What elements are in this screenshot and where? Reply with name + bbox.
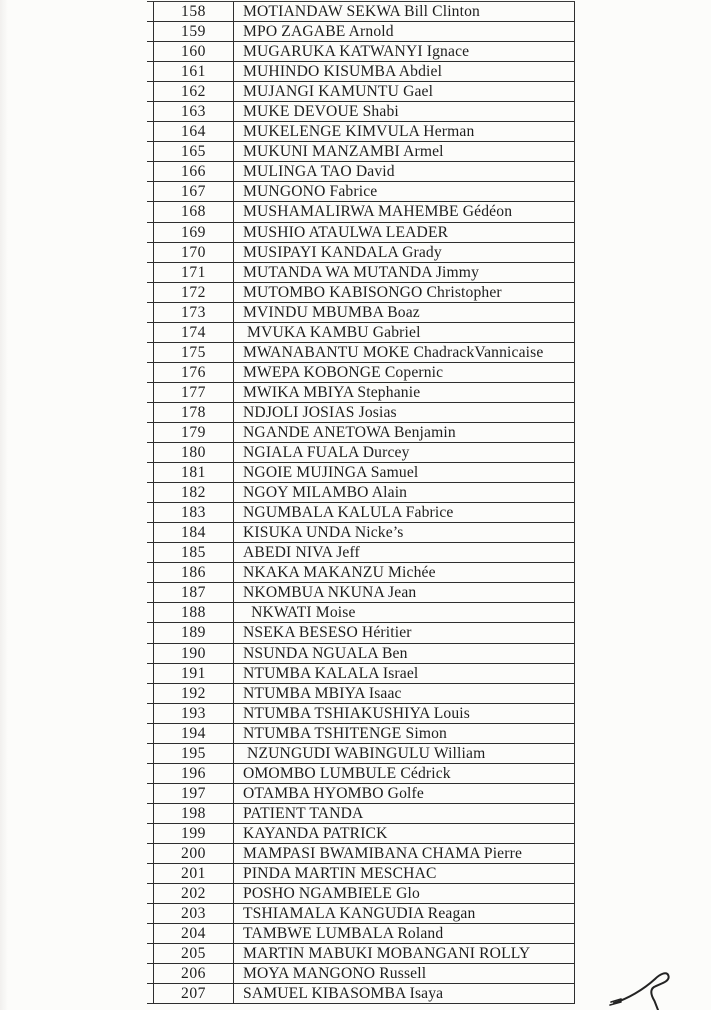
row-name: NTUMBA MBIYA Isaac [234,684,575,703]
row-name: SAMUEL KIBASOMBA Isaya [234,984,575,1003]
row-number: 204 [153,924,234,943]
table-row [147,583,575,603]
table-row [147,664,575,684]
row-name: NGANDE ANETOWA Benjamin [234,423,575,442]
row-name: MWEPA KOBONGE Copernic [234,363,575,382]
table-row [147,22,575,42]
row-number: 199 [153,824,234,843]
row-name: PINDA MARTIN MESCHAC [234,864,575,883]
table-row [147,644,575,664]
table-row [147,162,575,182]
row-number: 200 [153,844,234,863]
row-name: NSEKA BESESO Héritier [234,623,575,642]
row-name: MULINGA TAO David [234,162,575,181]
row-name: MUKE DEVOUE Shabi [234,102,575,121]
table-row [147,623,575,643]
row-number: 169 [153,223,234,242]
table-row [147,884,575,904]
row-name: NGUMBALA KALULA Fabrice [234,503,575,522]
table-row [147,383,575,403]
row-number: 163 [153,102,234,121]
row-name: NGOIE MUJINGA Samuel [234,463,575,482]
row-name: NGOY MILAMBO Alain [234,483,575,502]
row-number: 193 [153,704,234,723]
table-row [147,824,575,844]
table-row [147,684,575,704]
row-number: 161 [153,62,234,81]
row-name: MUHINDO KISUMBA Abdiel [234,62,575,81]
row-name: NSUNDA NGUALA Ben [234,644,575,663]
table-row [147,82,575,102]
row-number: 172 [153,283,234,302]
row-name: MUTOMBO KABISONGO Christopher [234,283,575,302]
table-row [147,704,575,724]
row-name: MUSIPAYI KANDALA Grady [234,243,575,262]
row-name: ABEDI NIVA Jeff [234,543,575,562]
row-name: MWANABANTU MOKE ChadrackVannicaise [234,343,575,362]
table-row [147,463,575,483]
row-number: 186 [153,563,234,582]
row-number: 177 [153,383,234,402]
row-name: MUGARUKA KATWANYI Ignace [234,42,575,61]
table-row [147,62,575,82]
table-row [147,764,575,784]
row-name: MPO ZAGABE Arnold [234,22,575,41]
row-number: 195 [153,744,234,763]
row-name: MWIKA MBIYA Stephanie [234,383,575,402]
row-number: 164 [153,122,234,141]
row-name: KISUKA UNDA Nicke’s [234,523,575,542]
table-row [147,2,575,22]
table-row [147,844,575,864]
table-row [147,182,575,202]
row-name: OMOMBO LUMBULE Cédrick [234,764,575,783]
row-name: MOTIANDAW SEKWA Bill Clinton [234,2,575,21]
table-row [147,343,575,363]
row-name: KAYANDA PATRICK [234,824,575,843]
row-name: MVINDU MBUMBA Boaz [234,303,575,322]
row-name: TSHIAMALA KANGUDIA Reagan [234,904,575,923]
table-row [147,263,575,283]
row-name: TAMBWE LUMBALA Roland [234,924,575,943]
pen-stroke-icon [601,966,685,1010]
row-name: MUJANGI KAMUNTU Gael [234,82,575,101]
table-row [147,904,575,924]
table-row [147,944,575,964]
row-number: 167 [153,182,234,201]
row-number: 168 [153,202,234,221]
table-row [147,443,575,463]
row-number: 196 [153,764,234,783]
row-name: MUNGONO Fabrice [234,182,575,201]
row-number: 182 [153,483,234,502]
table-row [147,403,575,423]
table-row [147,483,575,503]
table-row [147,223,575,243]
row-number: 203 [153,904,234,923]
row-name: OTAMBA HYOMBO Golfe [234,784,575,803]
table-row [147,563,575,583]
row-number: 165 [153,142,234,161]
row-name: PATIENT TANDA [234,804,575,823]
row-name: NGIALA FUALA Durcey [234,443,575,462]
row-name: MUSHAMALIRWA MAHEMBE Gédéon [234,202,575,221]
roster-table [147,1,575,1004]
table-row [147,423,575,443]
table-row [147,102,575,122]
row-name: MUTANDA WA MUTANDA Jimmy [234,263,575,282]
table-row [147,202,575,222]
table-row [147,503,575,523]
row-name: NTUMBA TSHIAKUSHIYA Louis [234,704,575,723]
row-number: 173 [153,303,234,322]
row-number: 198 [153,804,234,823]
table-row [147,603,575,623]
row-number: 190 [153,644,234,663]
table-row [147,964,575,984]
row-number: 207 [153,984,234,1003]
table-row [147,724,575,744]
row-name: MVUKA KAMBU Gabriel [234,323,575,342]
table-row [147,804,575,824]
row-number: 158 [153,2,234,21]
row-name: NDJOLI JOSIAS Josias [234,403,575,422]
row-number: 185 [153,543,234,562]
row-number: 162 [153,82,234,101]
row-name: NTUMBA KALALA Israel [234,664,575,683]
row-number: 166 [153,162,234,181]
row-name: NKOMBUA NKUNA Jean [234,583,575,602]
row-number: 192 [153,684,234,703]
row-number: 201 [153,864,234,883]
table-row [147,924,575,944]
row-number: 178 [153,403,234,422]
row-name: NTUMBA TSHITENGE Simon [234,724,575,743]
table-row [147,744,575,764]
row-name: NKWATI Moise [234,603,575,622]
row-number: 170 [153,243,234,262]
row-number: 174 [153,323,234,342]
row-number: 205 [153,944,234,963]
row-number: 202 [153,884,234,903]
row-name: MUKELENGE KIMVULA Herman [234,122,575,141]
row-number: 176 [153,363,234,382]
row-number: 179 [153,423,234,442]
table-row [147,543,575,563]
row-name: MUSHIO ATAULWA LEADER [234,223,575,242]
table-row [147,303,575,323]
row-number: 184 [153,523,234,542]
table-row [147,864,575,884]
table-row [147,363,575,383]
table-row [147,984,575,1004]
row-number: 160 [153,42,234,61]
row-number: 183 [153,503,234,522]
row-number: 180 [153,443,234,462]
row-name: MARTIN MABUKI MOBANGANI ROLLY [234,944,575,963]
row-name: MUKUNI MANZAMBI Armel [234,142,575,161]
row-name: NZUNGUDI WABINGULU William [234,744,575,763]
row-number: 197 [153,784,234,803]
row-number: 191 [153,664,234,683]
table-row [147,323,575,343]
row-number: 188 [153,603,234,622]
roster-rows [147,2,575,1004]
table-row [147,523,575,543]
table-row [147,42,575,62]
row-name: NKAKA MAKANZU Michée [234,563,575,582]
row-number: 175 [153,343,234,362]
table-row [147,142,575,162]
table-row [147,283,575,303]
row-name: MAMPASI BWAMIBANA CHAMA Pierre [234,844,575,863]
row-number: 194 [153,724,234,743]
table-row [147,122,575,142]
row-number: 171 [153,263,234,282]
row-number: 187 [153,583,234,602]
row-number: 206 [153,964,234,983]
row-number: 189 [153,623,234,642]
row-number: 181 [153,463,234,482]
row-number: 159 [153,22,234,41]
row-name: POSHO NGAMBIELE Glo [234,884,575,903]
row-name: MOYA MANGONO Russell [234,964,575,983]
table-row [147,243,575,263]
table-row [147,784,575,804]
